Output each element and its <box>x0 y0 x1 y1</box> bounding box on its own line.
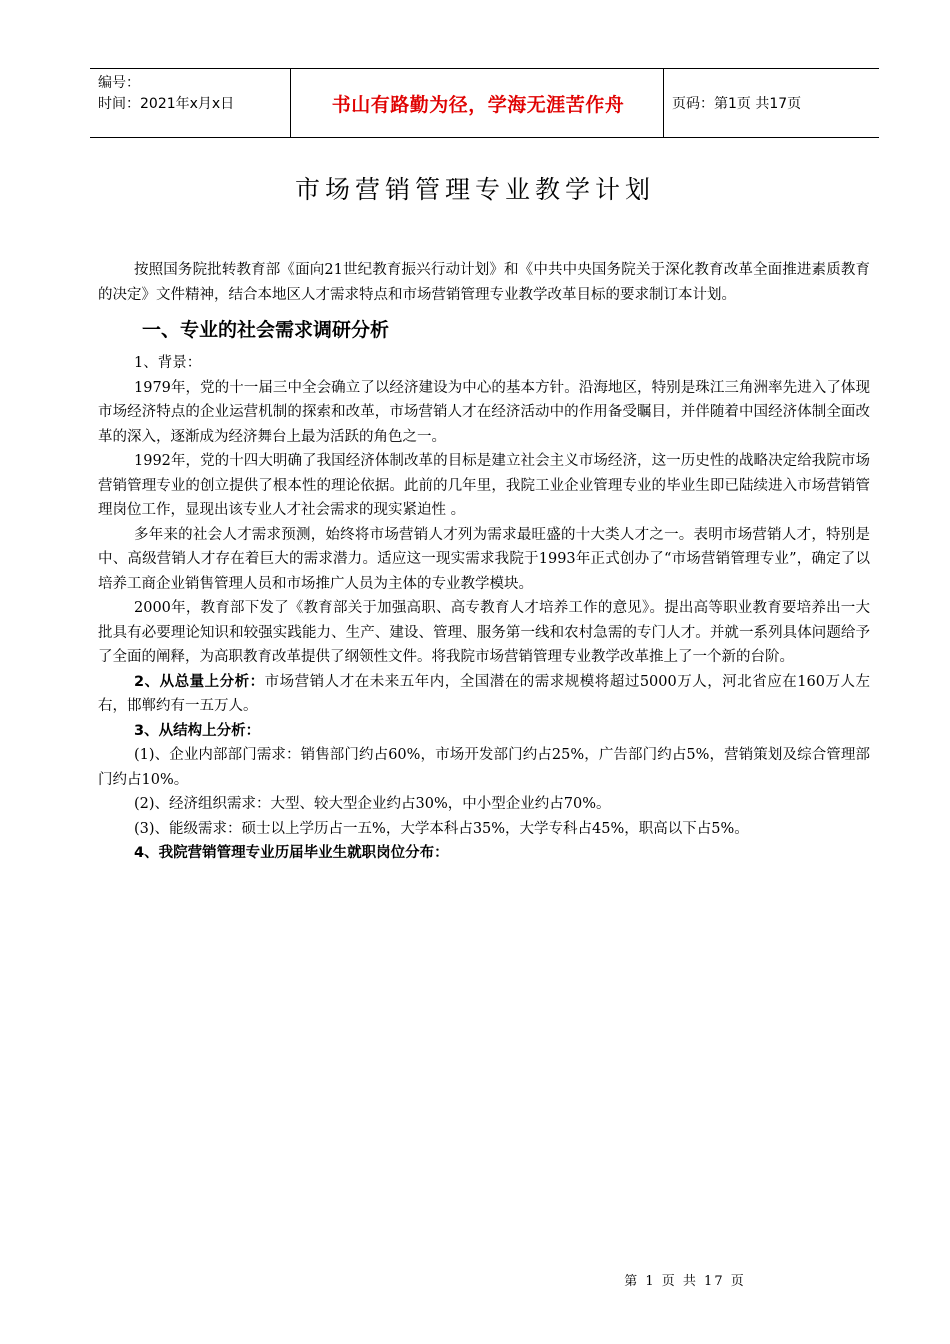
header-divider <box>663 69 664 137</box>
list-item: (2)、经济组织需求：大型、较大型企业约占30%，中小型企业约占70%。 <box>134 796 611 812</box>
header-divider <box>290 69 291 137</box>
document-body <box>98 258 870 866</box>
number-label: 编号： <box>98 75 140 91</box>
total-analysis-text: 市场营销人才在未来五年内，全国潜在的需求规模将超过5000万人，河北省应在160万人左右，邯郸约有一五万人。 <box>98 673 870 714</box>
header-motto: 书山有路勤为径，学海无涯苦作舟 <box>331 93 625 116</box>
list-item: (3)、能级需求：硕士以上学历占一五%，大学本科占35%，大学专科占45%，职高以下占5%。 <box>134 820 749 837</box>
paragraph: 1992年，党的十四大明确了我国经济体制改革的目标是建立社会主义市场经济，这一历史性的战略决定给我院市场营销管理专业的创立提供了根本性的理论依据。此前的几年里，我院工业企业管理专业的毕业生即已陆续进入市场营销管理岗位工作，显现出该专业人才社会需求的现实紧迫性 。 <box>98 453 870 518</box>
intro-paragraph: 按照国务院批转教育部《面向21世纪教育振兴行动计划》和《中共中央国务院关于深化教育改革全面推进素质教育的决定》文件精神，结合本地区人才需求特点和市场营销管理专业教学改革目标的要求制订本计划。 <box>98 262 870 303</box>
list-item: (1)、企业内部部门需求：销售部门约占60%，市场开发部门约占25%，广告部门约占5%，营销策划及综合管理部门约占10%。 <box>98 747 870 788</box>
subheading-background: 1、背景： <box>134 355 202 371</box>
document-header <box>90 68 879 138</box>
time-label: 时间：2021年x月x日 <box>98 96 235 112</box>
paragraph: 1979年，党的十一届三中全会确立了以经济建设为中心的基本方针。沿海地区，特别是珠江三角洲率先进入了体现市场经济特点的企业运营机制的探索和改革，市场营销人才在经济活动中的作用备受瞩目，并伴随着中国经济体制全面改革的深入，逐渐成为经济舞台上最为活跃的角色之一。 <box>98 379 870 445</box>
header-page-info: 页码：第1页 共17页 <box>672 96 802 112</box>
paragraph: 2000年，教育部下发了《教育部关于加强高职、高专教育人才培养工作的意见》。提出高等职业教育要培养出一大批具有必要理论知识和较强实践能力、生产、建设、管理、服务第一线和农村急需的专门人才。并就一系列具体问题给予了全面的阐释，为高职教育改革提供了纲领性文件。将我院市场营销管理专业教学改革推上了一个新的台阶。 <box>98 600 870 665</box>
paragraph: 多年来的社会人才需求预测，始终将市场营销人才列为需求最旺盛的十大类人才之一。表明市场营销人才，特别是中、高级营销人才存在着巨大的需求潜力。适应这一现实需求我院于1993年正式创办了“市场营销管理专业”，确定了以培养工商企业销售管理人员和市场推广人员为主体的专业教学模块。 <box>98 526 870 592</box>
total-analysis-paragraph <box>98 670 870 719</box>
subheading-structure: 3、从结构上分析： <box>134 722 261 739</box>
section-heading: 一、专业的社会需求调研分析 <box>142 319 390 341</box>
document-title: 市场营销管理专业教学计划 <box>294 175 655 204</box>
total-analysis-label: 2、从总量上分析： <box>134 673 265 690</box>
header-meta <box>98 73 288 115</box>
page-footer: 第 1 页 共 17 页 <box>624 1274 746 1289</box>
subheading-distribution: 4、我院营销管理专业历届毕业生就职岗位分布： <box>134 845 449 861</box>
